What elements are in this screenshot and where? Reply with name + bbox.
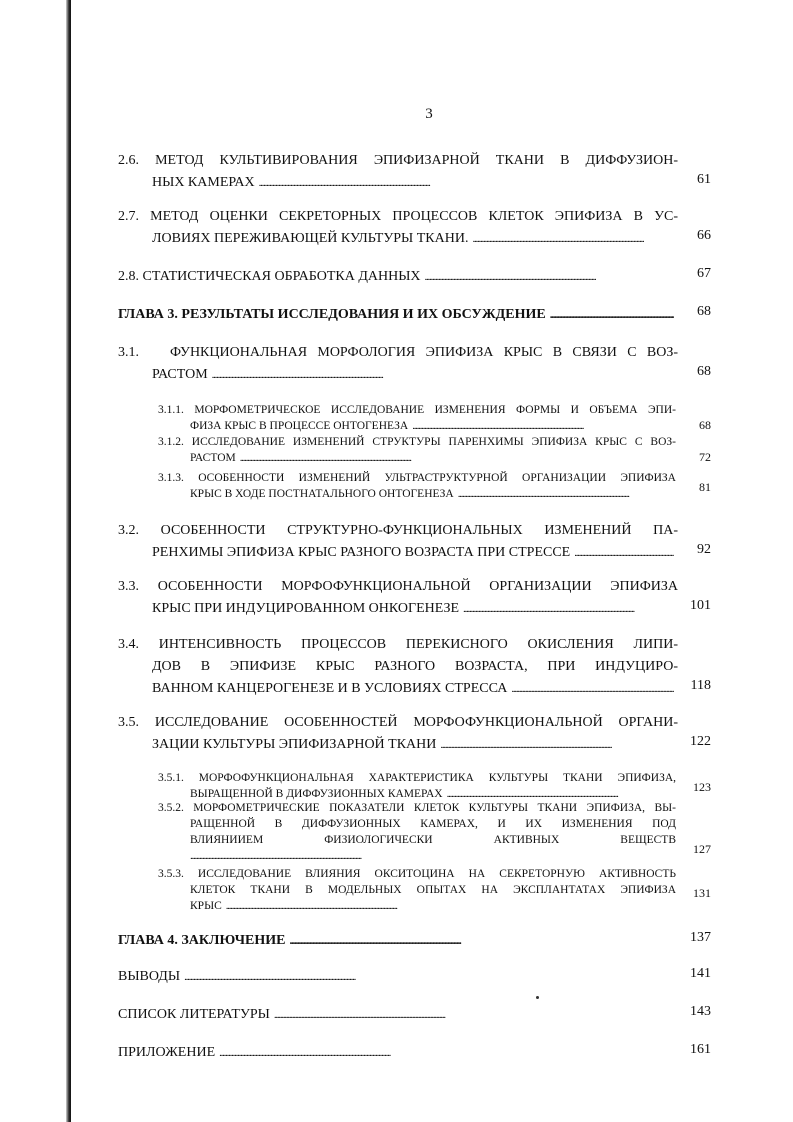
toc-page-2-6: 61 [697, 172, 711, 187]
toc-page-3-2: 92 [697, 542, 711, 557]
toc-entry-3-1-1[interactable]: 3.1.1. МОРФОМЕТРИЧЕСКОЕ ИССЛЕДОВАНИЕ ИЗМЕНЕНИЯ ФОРМЫ И ОБЪЕМА ЭПИ- ФИЗА КРЫС В ПРОЦЕССЕ ОНТОГЕНЕЗА . . . [158, 402, 676, 434]
page-number: 3 [425, 106, 433, 122]
scan-edge-shadow [66, 0, 71, 1122]
toc-page-3-1-3: 81 [699, 480, 711, 494]
toc-page-chapter-3: 68 [697, 304, 711, 319]
toc-page-3-5-2: 127 [693, 842, 711, 856]
toc-entry-3-3[interactable]: 3.3. ОСОБЕННОСТИ МОРФОФУНКЦИОНАЛЬНОЙ ОРГАНИЗАЦИИ ЭПИФИЗА КРЫС ПРИ ИНДУЦИРОВАННОМ ОНКОГЕНЕЗЕ . . . [118, 576, 678, 620]
toc-entry-3-1-2[interactable]: 3.1.2. ИССЛЕДОВАНИЕ ИЗМЕНЕНИЙ СТРУКТУРЫ ПАРЕНХИМЫ ЭПИФИЗА КРЫС С ВОЗ- РАСТОМ . . . [158, 434, 676, 466]
toc-entry-3-2[interactable]: 3.2. ОСОБЕННОСТИ СТРУКТУРНО-ФУНКЦИОНАЛЬНЫХ ИЗМЕНЕНИЙ ПА- РЕНХИМЫ ЭПИФИЗА КРЫС РАЗНОГО ВОЗРАСТА ПРИ СТРЕССЕ . . . [118, 520, 678, 564]
toc-page-3-5: 122 [690, 734, 711, 749]
toc-page-conclusions: 141 [690, 966, 711, 981]
toc-entry-2-7[interactable]: 2.7. МЕТОД ОЦЕНКИ СЕКРЕТОРНЫХ ПРОЦЕССОВ КЛЕТОК ЭПИФИЗА В УС- ЛОВИЯХ ПЕРЕЖИВАЮЩЕЙ КУЛЬТУРЫ ТКАНИ. . . . [118, 206, 678, 250]
toc-title-line: НЫХ КАМЕРАХ [152, 175, 255, 190]
toc-entry-2-8[interactable]: 2.8. СТАТИСТИЧЕСКАЯ ОБРАБОТКА ДАННЫХ . . . [118, 266, 678, 288]
toc-page-appendix: 161 [690, 1042, 711, 1057]
toc-page-3-1-2: 72 [699, 450, 711, 464]
toc-entry-3-5[interactable]: 3.5. ИССЛЕДОВАНИЕ ОСОБЕННОСТЕЙ МОРФОФУНКЦИОНАЛЬНОЙ ОРГАНИ- ЗАЦИИ КУЛЬТУРЫ ЭПИФИЗАРНОЙ ТКАНИ . . . [118, 712, 678, 756]
toc-entry-3-5-2[interactable]: 3.5.2. МОРФОМЕТРИЧЕСКИЕ ПОКАЗАТЕЛИ КЛЕТОК КУЛЬТУРЫ ТКАНИ ЭПИФИЗА, ВЫ- РАЩЕННОЙ В ДИФФУЗИОННЫХ КАМЕРАХ, И ИХ ИЗМЕНЕНИЯ ПОД ВЛИЯНИИЕМ ФИЗИОЛОГИЧЕСКИ АКТИВНЫХ ВЕЩЕСТВ . . . [158, 800, 676, 864]
scan-speck [536, 996, 539, 999]
toc-conclusions[interactable]: ВЫВОДЫ . . . [118, 966, 678, 988]
toc-page-chapter-4: 137 [690, 930, 711, 945]
toc-page-3-5-3: 131 [693, 886, 711, 900]
toc-page-3-5-1: 123 [693, 780, 711, 794]
toc-page-3-1-1: 68 [699, 418, 711, 432]
toc-entry-3-1-3[interactable]: 3.1.3. ОСОБЕННОСТИ ИЗМЕНЕНИЙ УЛЬТРАСТРУКТУРНОЙ ОРГАНИЗАЦИИ ЭПИФИЗА КРЫС В ХОДЕ ПОСТНАТАЛЬНОГО ОНТОГЕНЕЗА . . . [158, 470, 676, 502]
toc-page-2-7: 66 [697, 228, 711, 243]
toc-page-3-3: 101 [690, 598, 711, 613]
toc-entry-3-4[interactable]: 3.4. ИНТЕНСИВНОСТЬ ПРОЦЕССОВ ПЕРЕКИСНОГО ОКИСЛЕНИЯ ЛИПИ- ДОВ В ЭПИФИЗЕ КРЫС РАЗНОГО ВОЗРАСТА, ПРИ ИНДУЦИРО- ВАННОМ КАНЦЕРОГЕНЕЗЕ И В УСЛОВИЯХ СТРЕССА . . . [118, 634, 678, 700]
toc-page-3-4: 118 [690, 678, 711, 693]
toc-title-line: МЕТОД КУЛЬТИВИРОВАНИЯ ЭПИФИЗАРНОЙ ТКАНИ В ДИФФУЗИОН- [155, 153, 679, 168]
leader-dots [259, 172, 674, 194]
toc-number: 2.6. [118, 153, 139, 168]
toc-entry-3-1[interactable]: 3.1. ФУНКЦИОНАЛЬНАЯ МОРФОЛОГИЯ ЭПИФИЗА КРЫС В СВЯЗИ С ВОЗ- РАСТОМ . . . [118, 342, 678, 386]
toc-appendix[interactable]: ПРИЛОЖЕНИЕ . . . [118, 1042, 678, 1064]
toc-page-2-8: 67 [697, 266, 711, 281]
toc-page-3-1: 68 [697, 364, 711, 379]
toc-entry-3-5-1[interactable]: 3.5.1. МОРФОФУНКЦИОНАЛЬНАЯ ХАРАКТЕРИСТИКА КУЛЬТУРЫ ТКАНИ ЭПИФИЗА, ВЫРАЩЕННОЙ В ДИФФУЗИОННЫХ КАМЕРАХ . . . [158, 770, 676, 802]
toc-chapter-3[interactable]: ГЛАВА 3. РЕЗУЛЬТАТЫ ИССЛЕДОВАНИЯ И ИХ ОБСУЖДЕНИЕ . . . [118, 304, 678, 326]
toc-entry-3-5-3[interactable]: 3.5.3. ИССЛЕДОВАНИЕ ВЛИЯНИЯ ОКСИТОЦИНА НА СЕКРЕТОРНУЮ АКТИВНОСТЬ КЛЕТОК ТКАНИ В МОДЕЛЬНЫХ ОПЫТАХ НА ЭКСПЛАНТАТАХ ЭПИФИЗА КРЫС . . . [158, 866, 676, 914]
toc-references[interactable]: СПИСОК ЛИТЕРАТУРЫ . . . [118, 1004, 678, 1026]
toc-entry-2-6[interactable] [118, 150, 678, 194]
toc-page-references: 143 [690, 1004, 711, 1019]
toc-chapter-4[interactable]: ГЛАВА 4. ЗАКЛЮЧЕНИЕ . . . [118, 930, 678, 952]
